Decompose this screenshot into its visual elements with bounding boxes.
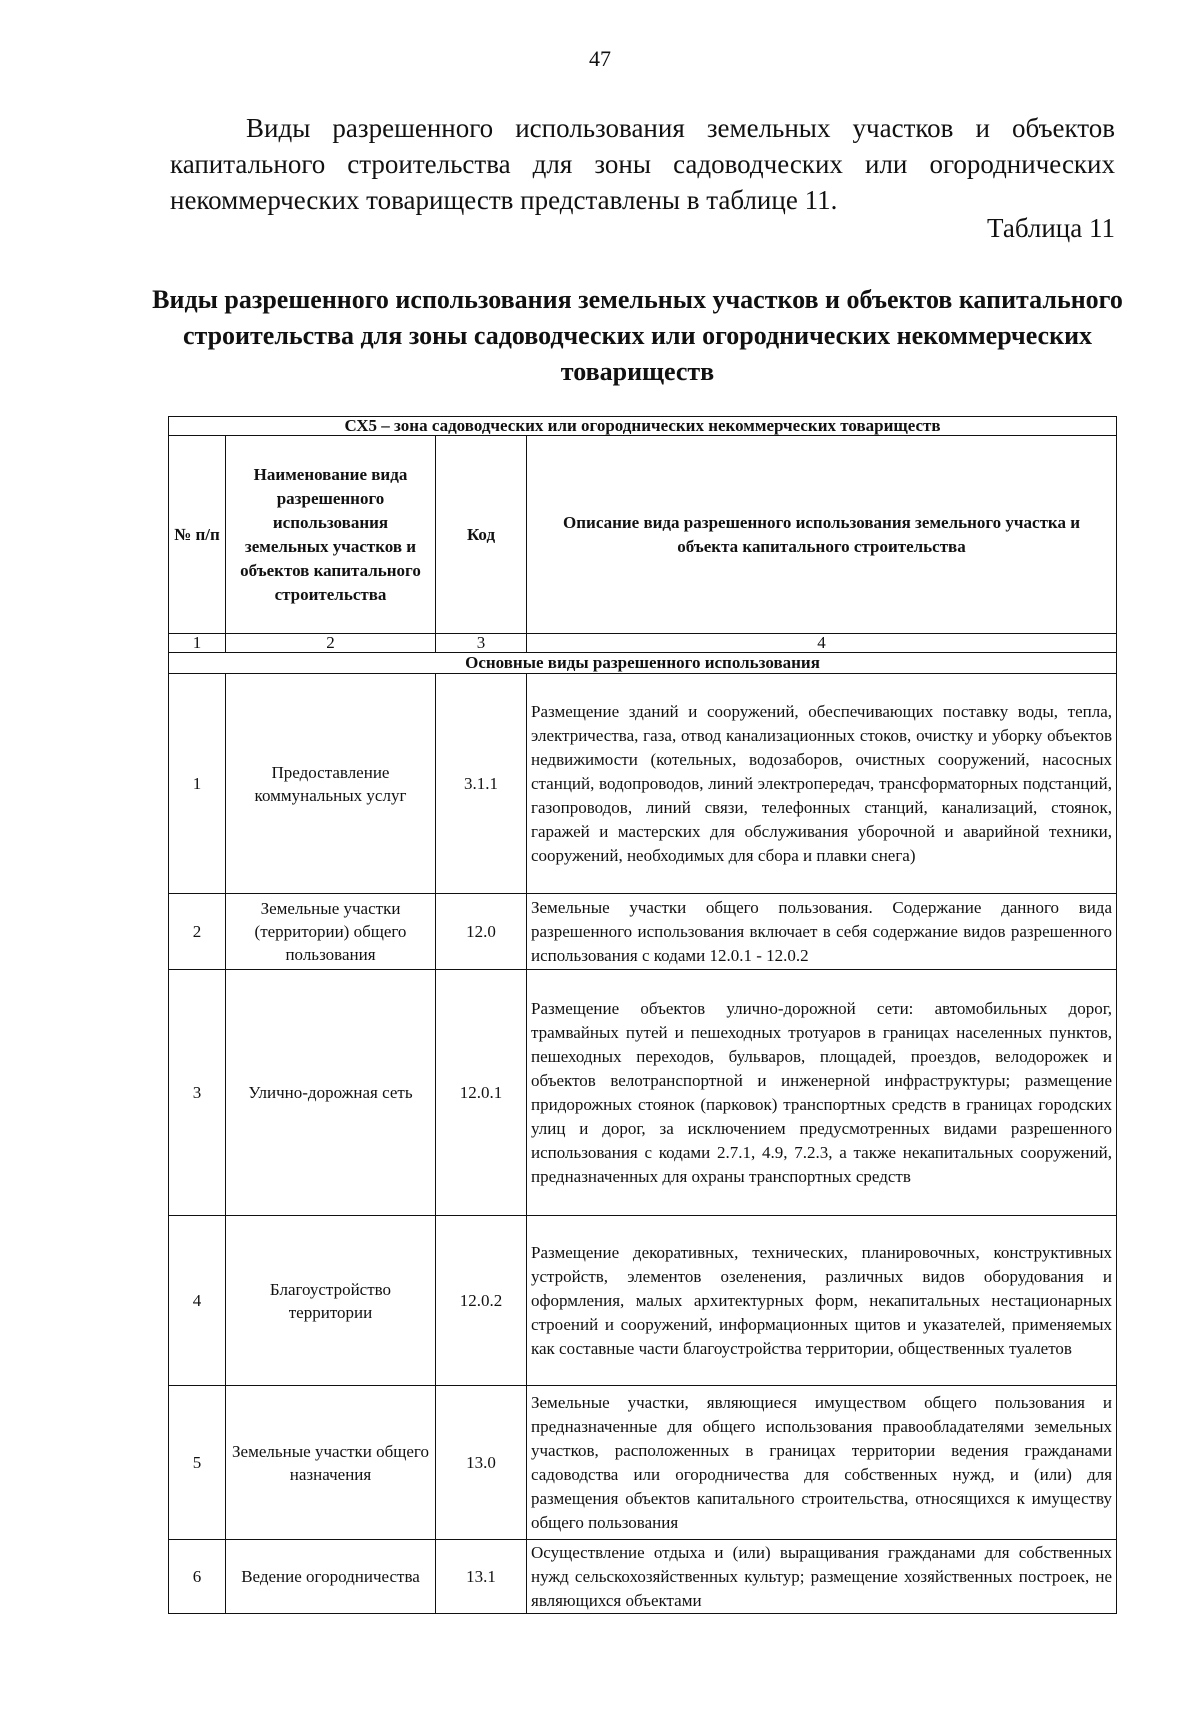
table-row	[169, 674, 1117, 894]
row-desc: Земельные участки, являющиеся имуществом общего пользования и предназначенные для общего использования правообладателями земельных участков, расположенных в границах территории ведения гражданами садоводства или огородничества для собственных нужд, и (или) для размещения объектов капитального строительства, относящихся к имуществу общего пользования	[527, 1386, 1117, 1540]
row-num: 2	[169, 894, 226, 970]
row-num: 5	[169, 1386, 226, 1540]
row-desc: Осуществление отдыха и (или) выращивания гражданами для собственных нужд сельскохозяйственных культур; размещение хозяйственных построек, не являющихся объектами	[527, 1540, 1117, 1614]
row-num: 4	[169, 1216, 226, 1386]
row-code: 12.0.2	[436, 1216, 527, 1386]
row-num: 1	[169, 674, 226, 894]
row-name: Предоставление коммунальных услуг	[226, 674, 436, 894]
col-number: 3	[436, 634, 527, 653]
header-num: № п/п	[169, 436, 226, 634]
row-code: 13.1	[436, 1540, 527, 1614]
header-desc: Описание вида разрешенного использования земельного участка и объекта капитального строительства	[527, 436, 1117, 634]
page-number: 47	[589, 46, 611, 71]
header-name: Наименование вида разрешенного использования земельных участков и объектов капитального строительства	[226, 436, 436, 634]
table-row	[169, 1386, 1117, 1540]
col-number: 2	[226, 634, 436, 653]
row-desc: Размещение зданий и сооружений, обеспечивающих поставку воды, тепла, электричества, газа, отвод канализационных стоков, очистку и уборку объектов недвижимости (котельных, водозаборов, очистных сооружений, насосных станций, водопроводов, линий электропередач, трансформаторных подстанций, газопроводов, линий связи, телефонных станций, канализаций, стоянок, гаражей и мастерских для обслуживания уборочной и аварийной техники, сооружений, необходимых для сбора и плавки снега)	[527, 674, 1117, 894]
intro-paragraph: Виды разрешенного использования земельных участков и объектов капитального строительства для зоны садоводческих или огороднических некоммерческих товариществ представлены в таблице 11.	[170, 113, 1115, 215]
row-desc: Размещение декоративных, технических, планировочных, конструктивных устройств, элементов озеленения, различных видов оборудования и оформления, малых архитектурных форм, некапитальных нестационарных строений и сооружений, информационных щитов и указателей, применяемых как составные части благоустройства территории, общественных туалетов	[527, 1216, 1117, 1386]
table-row	[169, 970, 1117, 1216]
row-num: 3	[169, 970, 226, 1216]
row-code: 12.0.1	[436, 970, 527, 1216]
row-name: Благоустройство территории	[226, 1216, 436, 1386]
row-name: Улично-дорожная сеть	[226, 970, 436, 1216]
row-desc: Размещение объектов улично-дорожной сети: автомобильных дорог, трамвайных путей и пешеходных тротуаров в границах населенных пунктов, пешеходных переходов, бульваров, площадей, проездов, велодорожек и объектов велотранспортной и инженерной инфраструктуры; размещение придорожных стоянок (парковок) транспортных средств в границах городских улиц и дорог, за исключением предусмотренных видами разрешенного использования с кодами 2.7.1, 4.9, 7.2.3, а также некапитальных сооружений, предназначенных для охраны транспортных средств	[527, 970, 1117, 1216]
table-title: Виды разрешенного использования земельных участков и объектов капитального строительства для зоны садоводческих или огороднических некоммерческих товариществ	[152, 285, 1123, 386]
land-use-table	[168, 416, 1117, 1614]
row-code: 12.0	[436, 894, 527, 970]
header-code: Код	[436, 436, 527, 634]
col-number: 1	[169, 634, 226, 653]
row-code: 13.0	[436, 1386, 527, 1540]
row-name: Земельные участки общего назначения	[226, 1386, 436, 1540]
section-header: Основные виды разрешенного использования	[169, 653, 1117, 674]
table-row	[169, 1216, 1117, 1386]
table-row	[169, 1540, 1117, 1614]
zone-header: СХ5 – зона садоводческих или огороднических некоммерческих товариществ	[169, 417, 1117, 436]
col-number: 4	[527, 634, 1117, 653]
table-label: Таблица 11	[987, 213, 1115, 243]
row-desc: Земельные участки общего пользования. Содержание данного вида разрешенного использования включает в себя содержание видов разрешенного использования с кодами 12.0.1 - 12.0.2	[527, 894, 1117, 970]
row-code: 3.1.1	[436, 674, 527, 894]
row-name: Ведение огородничества	[226, 1540, 436, 1614]
row-num: 6	[169, 1540, 226, 1614]
table-row	[169, 894, 1117, 970]
row-name: Земельные участки (территории) общего пользования	[226, 894, 436, 970]
